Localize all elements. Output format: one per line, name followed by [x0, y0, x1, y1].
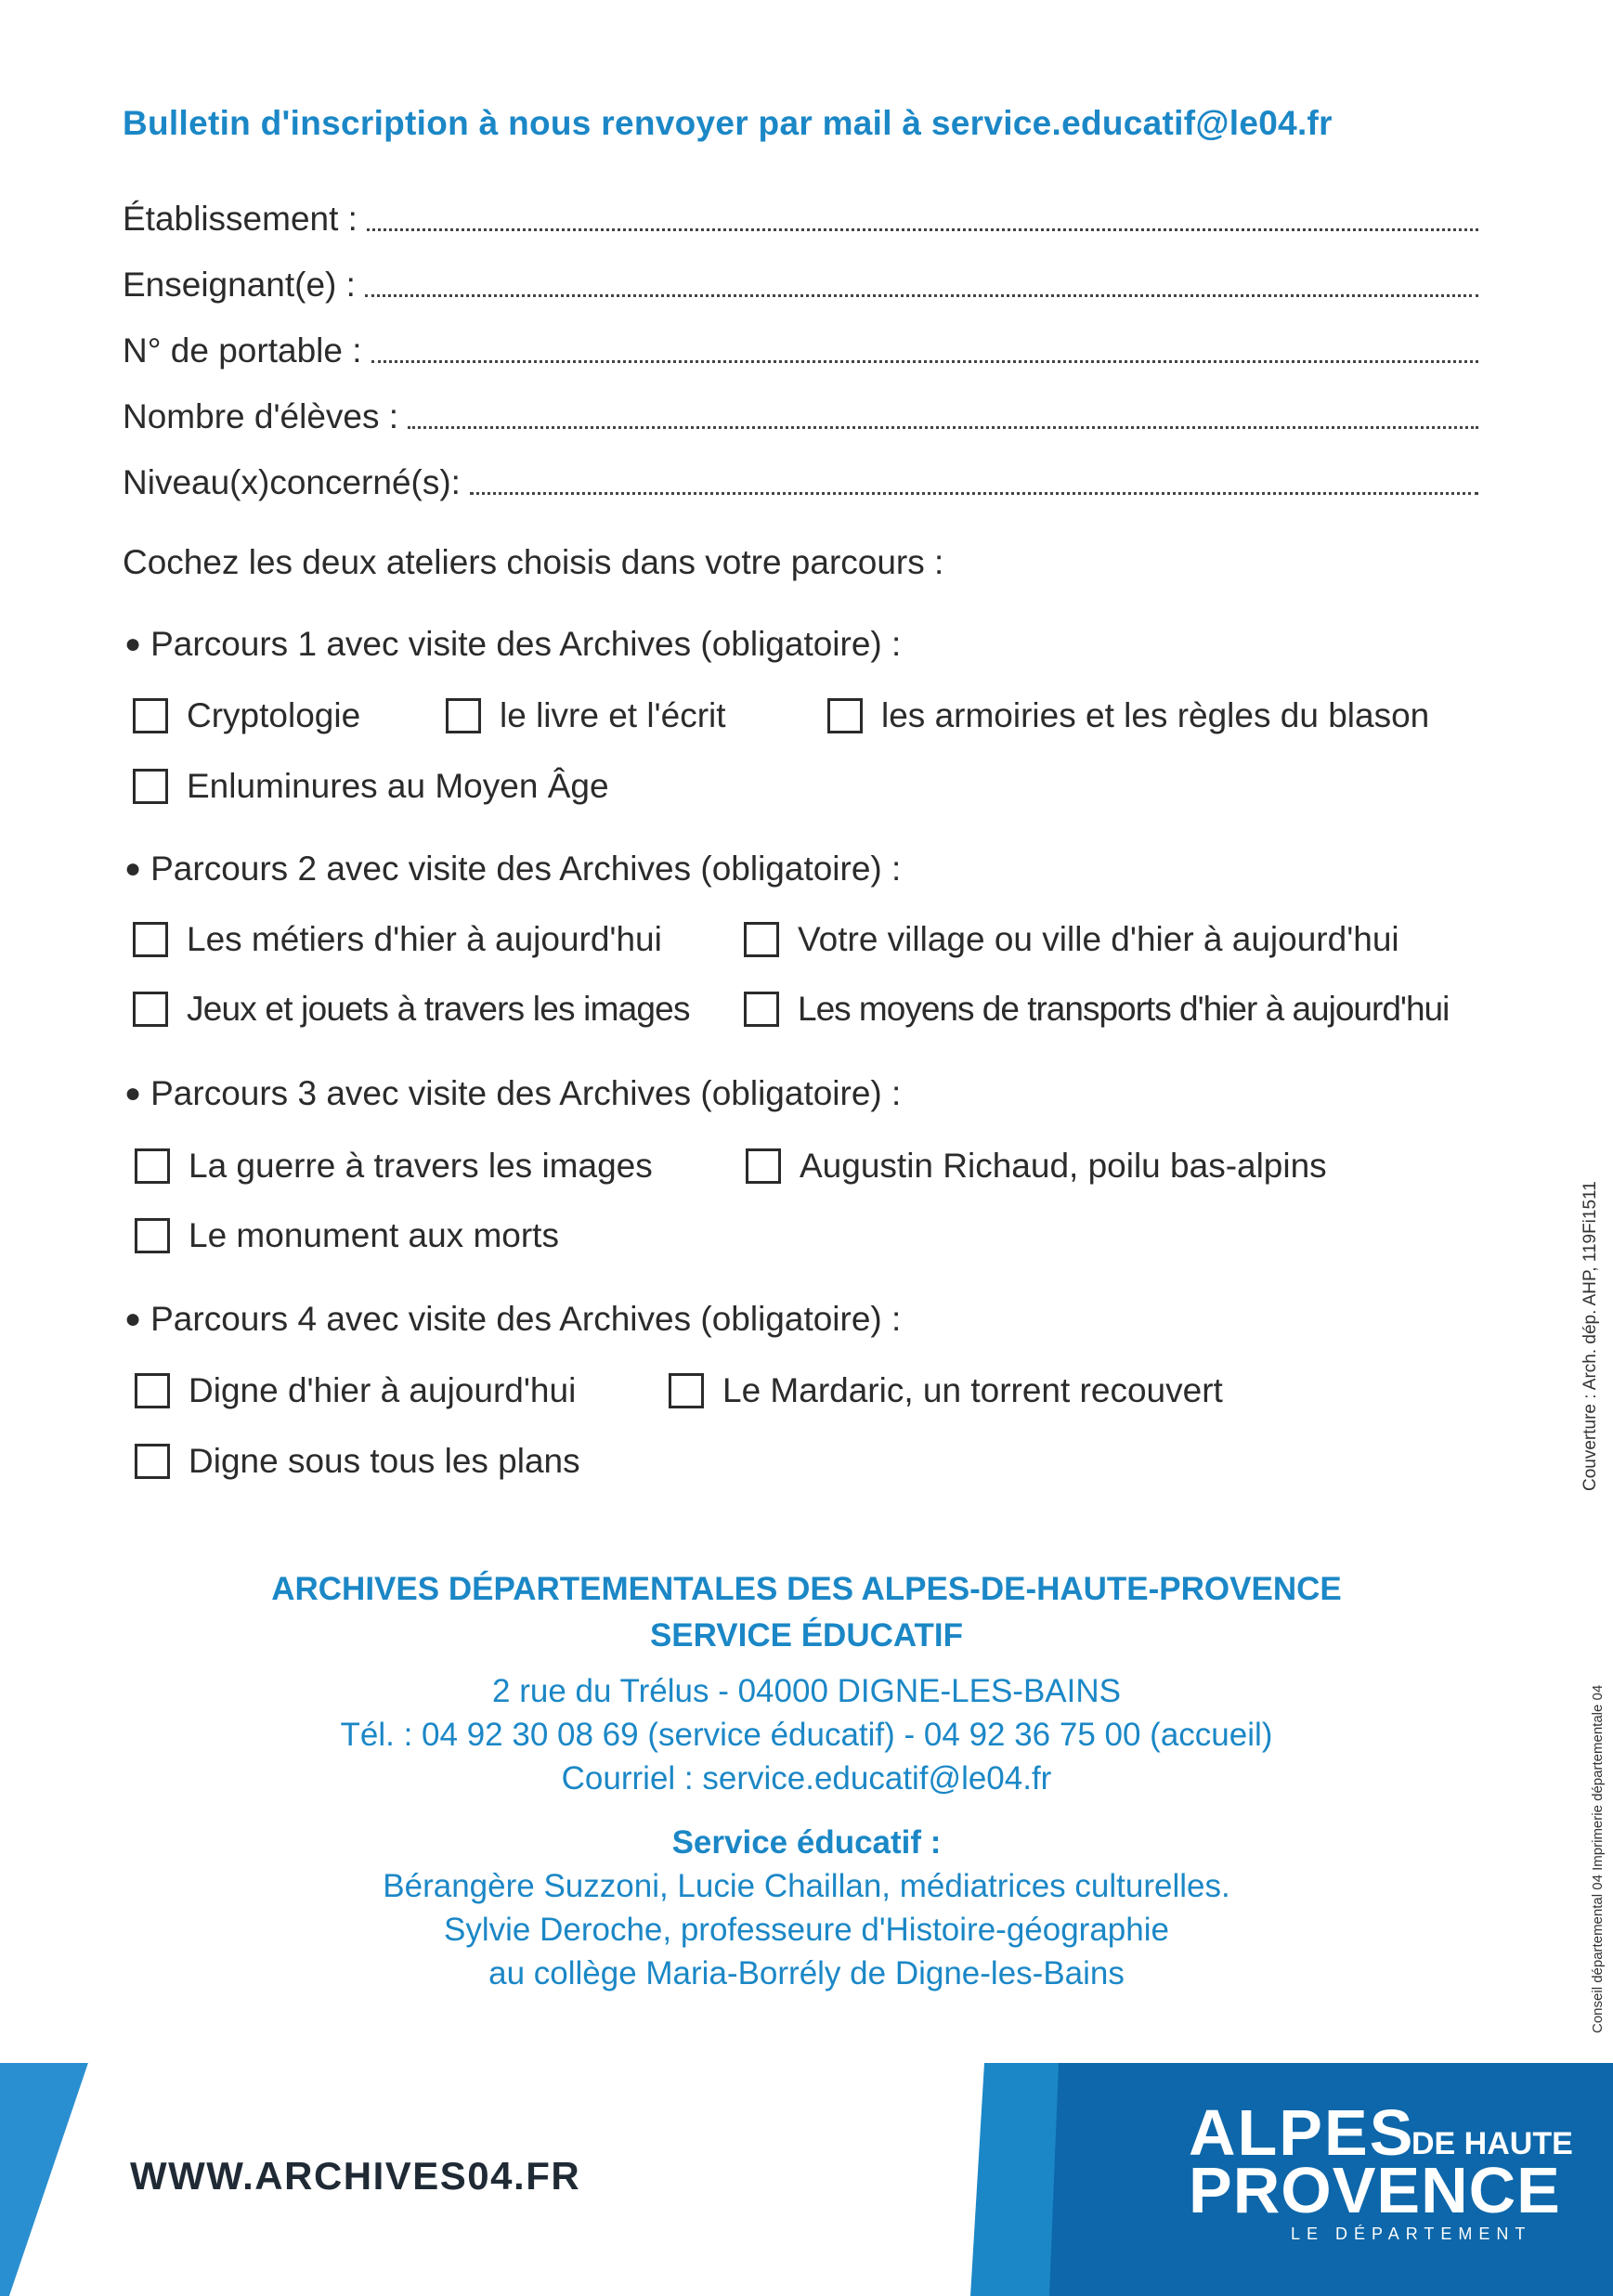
levels-field[interactable] — [123, 456, 1478, 502]
establishment-dotted-line[interactable] — [367, 191, 1478, 231]
checkbox[interactable] — [744, 922, 779, 957]
parcours-1-heading: ● Parcours 1 avec visite des Archives (obligatoire) : — [124, 625, 902, 663]
cover-credit: Couverture : Arch. dép. AHP, 119Fi1511 — [1580, 1181, 1600, 1491]
option-cryptologie[interactable]: Cryptologie — [133, 696, 360, 735]
levels-label: Niveau(x)concerné(s): — [123, 463, 461, 501]
team-line-3: au collège Maria-Borrély de Digne-les-Bains — [488, 1955, 1125, 1991]
option-metiers[interactable]: Les métiers d'hier à aujourd'hui — [133, 920, 662, 959]
option-livre-ecrit[interactable]: le livre et l'écrit — [446, 696, 726, 735]
parcours-3-heading: ● Parcours 3 avec visite des Archives (obligatoire) : — [124, 1074, 902, 1112]
checkbox[interactable] — [133, 992, 168, 1027]
students-field[interactable] — [123, 390, 1478, 436]
option-village[interactable]: Votre village ou ville d'hier à aujourd'hui — [744, 920, 1399, 959]
checkbox[interactable] — [135, 1218, 170, 1253]
option-jeux-jouets[interactable]: Jeux et jouets à travers les images — [133, 990, 690, 1029]
org-email[interactable]: Courriel : service.educatif@le04.fr — [561, 1760, 1052, 1797]
checkbox[interactable] — [827, 698, 863, 733]
students-dotted-line[interactable] — [408, 389, 1478, 429]
parcours-4-heading: ● Parcours 4 avec visite des Archives (obligatoire) : — [124, 1300, 902, 1338]
teacher-dotted-line[interactable] — [365, 257, 1478, 297]
option-digne-hier[interactable]: Digne d'hier à aujourd'hui — [135, 1371, 576, 1410]
team-line-2: Sylvie Deroche, professeure d'Histoire-géographie — [444, 1912, 1169, 1948]
form-title: Bulletin d'inscription à nous renvoyer par mail à service.educatif@le04.fr — [123, 104, 1333, 142]
teacher-label: Enseignant(e) : — [123, 266, 356, 304]
option-digne-plans[interactable]: Digne sous tous les plans — [135, 1442, 580, 1481]
checkbox[interactable] — [746, 1148, 781, 1184]
checkbox[interactable] — [135, 1148, 170, 1184]
checkbox[interactable] — [133, 922, 168, 957]
checkbox[interactable] — [744, 992, 779, 1027]
option-augustin-richaud[interactable]: Augustin Richaud, poilu bas-alpins — [746, 1147, 1327, 1186]
establishment-field[interactable] — [123, 192, 1478, 239]
option-guerre[interactable]: La guerre à travers les images — [135, 1147, 653, 1186]
logo-departement: LE DÉPARTEMENT — [1291, 2225, 1532, 2243]
checkbox[interactable] — [446, 698, 481, 733]
org-name: ARCHIVES DÉPARTEMENTALES DES ALPES-DE-HAUTE-PROVENCE — [271, 1571, 1342, 1607]
mobile-label: N° de portable : — [123, 331, 362, 370]
org-service: SERVICE ÉDUCATIF — [649, 1617, 964, 1654]
teacher-field[interactable] — [123, 258, 1478, 305]
checkbox[interactable] — [133, 698, 168, 733]
students-label: Nombre d'élèves : — [123, 397, 399, 435]
checkbox[interactable] — [135, 1444, 170, 1479]
establishment-label: Établissement : — [123, 200, 358, 238]
mobile-field[interactable] — [123, 324, 1478, 370]
checkbox[interactable] — [135, 1373, 170, 1408]
logo-alpes: ALPES — [1189, 2096, 1415, 2169]
alpes-de-haute-provence-logo — [1189, 2096, 1579, 2258]
logo-de-haute: DE HAUTE — [1411, 2126, 1573, 2161]
checkbox[interactable] — [669, 1373, 704, 1408]
website-link[interactable]: WWW.ARCHIVES04.FR — [130, 2154, 581, 2198]
org-phone: Tél. : 04 92 30 08 69 (service éducatif) - 04 92 36 75 00 (accueil) — [340, 1717, 1273, 1753]
option-mardaric[interactable]: Le Mardaric, un torrent recouvert — [669, 1371, 1223, 1410]
team-title: Service éducatif : — [671, 1824, 942, 1861]
team-line-1: Bérangère Suzzoni, Lucie Chaillan, médiatrices culturelles. — [383, 1868, 1230, 1904]
parcours-2-heading: ● Parcours 2 avec visite des Archives (obligatoire) : — [124, 850, 902, 888]
mobile-dotted-line[interactable] — [371, 323, 1478, 363]
logo-provence: PROVENCE — [1189, 2154, 1561, 2226]
option-armoiries[interactable]: les armoiries et les règles du blason — [827, 696, 1429, 735]
checkbox[interactable] — [133, 769, 168, 804]
instruction-text: Cochez les deux ateliers choisis dans votre parcours : — [123, 543, 944, 581]
option-monument[interactable]: Le monument aux morts — [135, 1216, 559, 1255]
levels-dotted-line[interactable] — [470, 455, 1478, 495]
org-address: 2 rue du Trélus - 04000 DIGNE-LES-BAINS — [492, 1673, 1121, 1709]
option-enluminures[interactable]: Enluminures au Moyen Âge — [133, 767, 609, 806]
option-transports[interactable]: Les moyens de transports d'hier à aujourd'hui — [744, 990, 1449, 1029]
print-credit: Conseil départemental 04 Imprimerie départementale 04 — [1590, 1684, 1606, 2033]
